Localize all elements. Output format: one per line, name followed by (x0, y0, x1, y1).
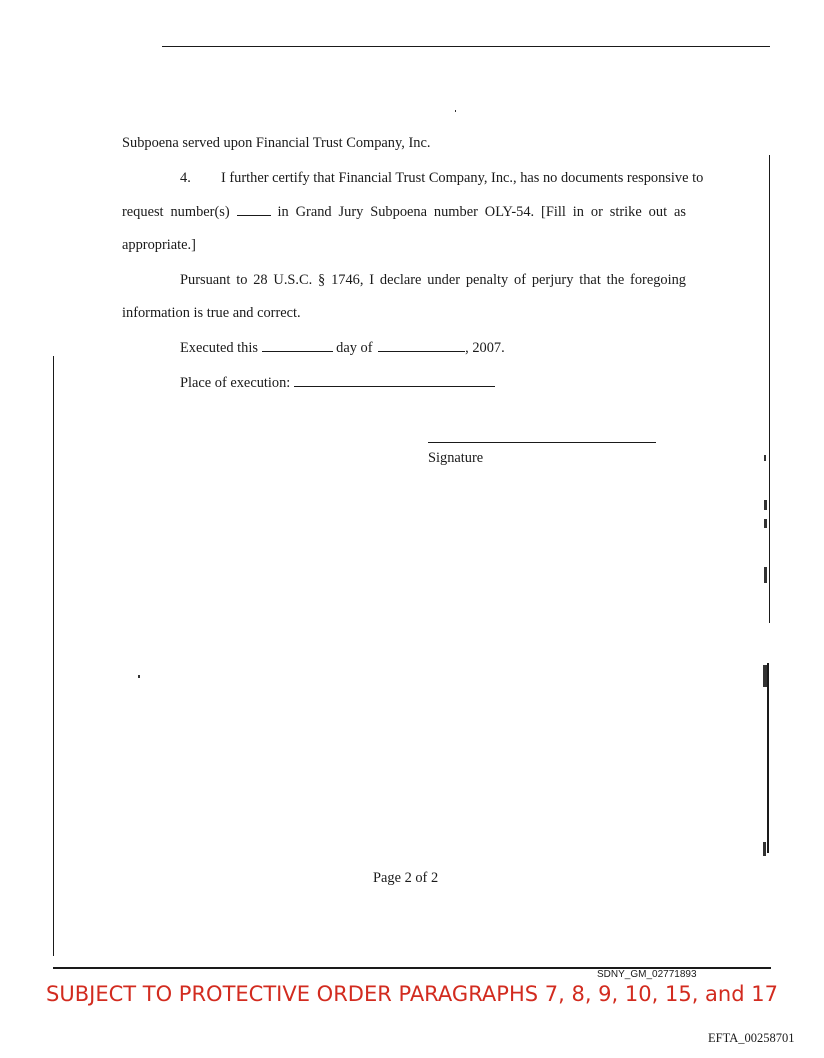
paragraph4-line2 (122, 203, 686, 221)
paragraph-number: 4. (180, 170, 191, 186)
place-blank (294, 374, 495, 387)
scan-mark (764, 500, 767, 510)
signature-label: Signature (428, 450, 484, 466)
executed-suffix: , 2007. (465, 340, 505, 356)
executed-day-blank (262, 339, 333, 352)
page-number: Page 2 of 2 (373, 870, 439, 886)
right-border-line-upper (769, 155, 770, 623)
continued-line: Subpoena served upon Financial Trust Company, Inc. (122, 135, 431, 151)
protective-order-notice: SUBJECT TO PROTECTIVE ORDER PARAGRAPHS 7, 8, 9, 10, 15, and 17 (46, 982, 778, 1006)
paragraph4-line1: I further certify that Financial Trust Company, Inc., has no documents responsive to (221, 170, 704, 186)
top-rule (162, 46, 770, 47)
scan-mark (763, 842, 766, 856)
request-number-label: request number(s) (122, 204, 230, 220)
scan-mark (764, 567, 767, 583)
executed-prefix: Executed this (180, 340, 258, 356)
right-border-line-lower (767, 663, 769, 853)
left-border-line (53, 356, 54, 956)
executed-month-blank (378, 339, 465, 352)
executed-middle: day of (336, 340, 373, 356)
declaration-line2: information is true and correct. (122, 305, 301, 321)
scan-mark (763, 665, 767, 687)
declaration-line1: Pursuant to 28 U.S.C. § 1746, I declare under penalty of perjury that the foregoing (180, 272, 686, 288)
place-label: Place of execution: (180, 375, 291, 391)
scan-mark (764, 455, 766, 461)
signature-line (428, 442, 656, 443)
scan-mark (138, 675, 140, 678)
scan-mark (764, 519, 767, 528)
efta-number: EFTA_00258701 (708, 1031, 795, 1045)
paragraph4-line2-rest: in Grand Jury Subpoena number OLY-54. [Fill in or strike out as (277, 204, 686, 220)
request-number-blank (237, 203, 271, 216)
executed-line (180, 339, 505, 357)
scan-mark (455, 110, 456, 112)
place-of-execution (180, 374, 495, 392)
paragraph4-line3: appropriate.] (122, 237, 196, 253)
bates-number: SDNY_GM_02771893 (597, 969, 697, 980)
